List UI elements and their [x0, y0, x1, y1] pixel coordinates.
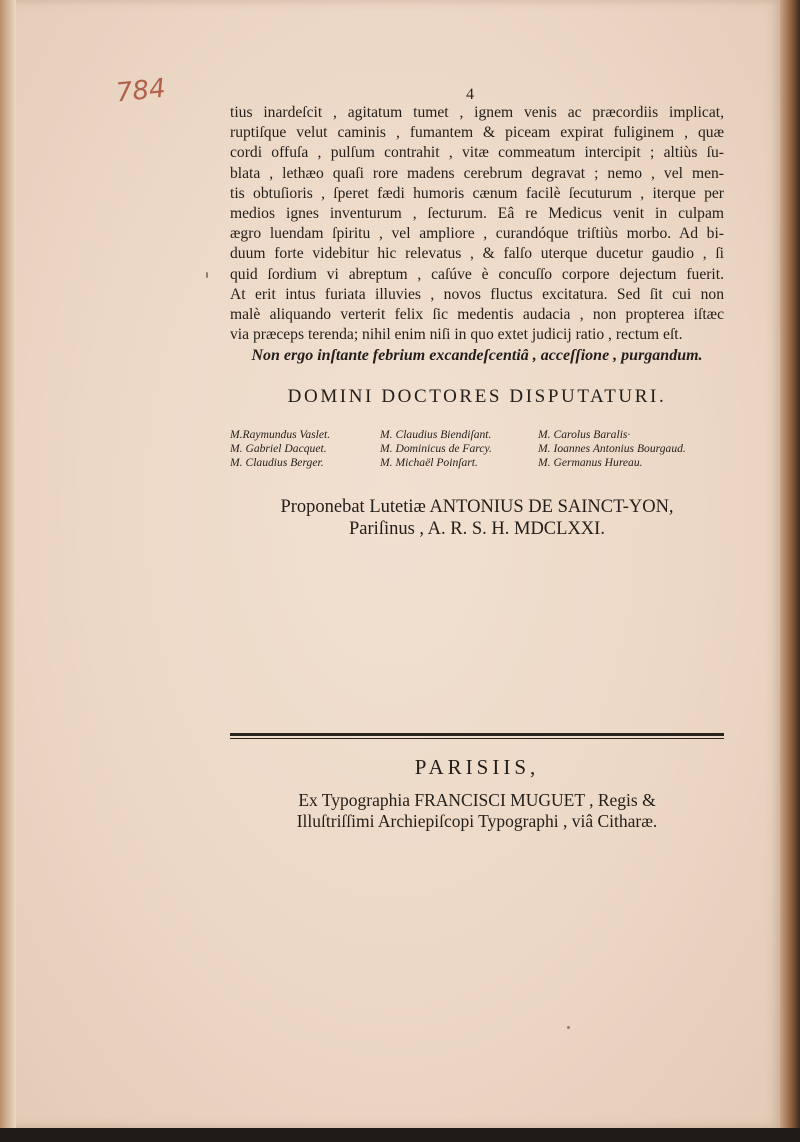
body-line: duum forte videbitur hic relevatus , & falſo uterque ducetur gaudio , ſi [230, 245, 724, 263]
page-number: 4 [466, 86, 474, 103]
body-line: ruptiſque velut caminis , fumantem & piceam expirat fuliginem , quæ [230, 124, 724, 142]
body-line: tis obtuſioris , ſperet fædi humoris cænum facilè ſecuturum , iterque per [230, 184, 724, 202]
doctor-name: M. Gabriel Dacquet. [230, 442, 327, 455]
body-line: tius inardeſcit , agitatum tumet , ignem venis ac præcordiis implicat, [230, 104, 724, 121]
body-paragraph [230, 103, 724, 345]
doctor-name: M. Germanus Hureau. [538, 456, 643, 469]
proposer-line: Proponebat Lutetiæ ANTONIUS DE SAINCT-YON, [280, 497, 674, 517]
doctor-name: M.Raymundus Vaslet. [230, 428, 331, 441]
body-line: cordi offuſa , pulſum contrahit , vitæ commeatum intercipit ; altiùs ſu- [230, 144, 724, 162]
thesis-conclusion: Non ergo inſtante febrium excandeſcentiâ , acceſſione , purgandum. [251, 347, 703, 364]
page-gutter [0, 0, 16, 1128]
body-line: medios ignes inventurum , ſecturum. Eâ re Medicus venit in culpam [230, 205, 724, 223]
imprint-line: Ex Typographia FRANCISCI MUGUET , Regis & [298, 790, 656, 810]
doctors-list [230, 428, 730, 469]
imprint-city: PARISIIS, [414, 755, 540, 779]
divider-rule [230, 733, 724, 736]
paper-speck [567, 1026, 570, 1029]
body-line: blata , lethæo quaſi rore madens cerebrum degravat ; nemo , vel men- [230, 164, 724, 182]
body-line: quid ſordium vi abreptum , caſúve è concuſſo corpore dejectum fuerit. [230, 265, 724, 283]
divider-rule-thin [230, 738, 724, 739]
proposer-line: Pariſinus , A. R. S. H. MDCLXXI. [349, 519, 605, 539]
proposer-block [230, 496, 724, 540]
body-line: ægro luendam ſpiritu , vel ampliore , curandóque triſtiùs morbo. Ad bi- [230, 225, 724, 243]
doctor-name: M. Ioannes Antonius Bourgaud. [538, 442, 686, 455]
book-edge [780, 0, 800, 1142]
doctor-name: M. Michaël Poinſart. [380, 456, 478, 469]
doctors-heading: DOMINI DOCTORES DISPUTATURI. [287, 386, 667, 407]
doctor-name: M. Claudius Berger. [230, 456, 324, 469]
body-line: via præceps terenda; nihil enim niſi in quo extet judicij ratio , rectum eſt. [230, 326, 683, 344]
doctor-name: M. Claudius Biendiſant. [380, 428, 492, 441]
body-line: At erit intus furiata illuvies , novos fluctus excitatura. Sed ſit cui non [230, 285, 724, 303]
doctor-name: M. Dominicus de Farcy. [380, 442, 492, 455]
imprint-block [230, 790, 724, 832]
paper-speck [206, 272, 208, 278]
handwritten-folio-number: 784 [114, 73, 168, 109]
doctor-name: M. Carolus Baralis· [538, 428, 631, 441]
scan-border [0, 1128, 800, 1142]
imprint-line: Illuſtriſſimi Archiepiſcopi Typographi , viâ Citharæ. [296, 811, 658, 831]
body-line: malè aliquando verterit felix ſic medentis audacia , non propterea iſtæc [230, 306, 724, 324]
